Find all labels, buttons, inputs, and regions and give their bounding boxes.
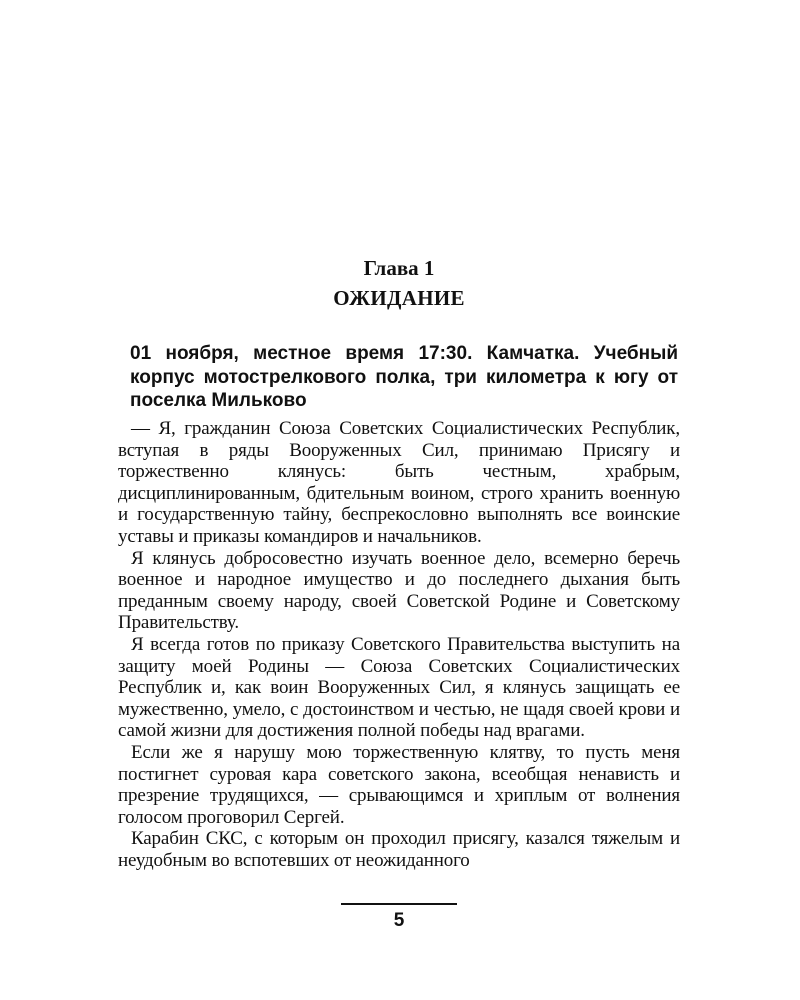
paragraph-oath-4: Если же я нарушу мою торжественную клятву, то пусть меня постигнет суровая кара советского закона, всеобщая ненависть и презрение трудящихся, — срывающимся и хриплым от волнения голосом проговорил Сергей.	[118, 741, 680, 828]
section-heading: 01 ноября, местное время 17:30. Камчатка. Учебный корпус мотострелкового полка, три километра к югу от поселка Мильково	[130, 343, 678, 411]
paragraph-oath-2: Я клянусь добросовестно изучать военное дело, всемерно беречь военное и народное имущество и до последнего дыхания быть преданным своему народу, своей Советской Родине и Советскому Правительству.	[118, 547, 680, 634]
paragraph-oath-1: — Я, гражданин Союза Советских Социалистических Республик, вступая в ряды Вооруженных Сил, принимаю Присягу и торжественно клянусь: быть честным, храбрым, дисциплинированным, бдительным воином, строго хранить военную и государственную тайну, беспрекословно выполнять все воинские уставы и приказы командиров и начальников.	[118, 418, 680, 547]
book-page	[118, 0, 680, 1000]
body-text	[118, 418, 680, 871]
footer-rule	[341, 903, 457, 905]
chapter-title: ОЖИДАНИЕ	[333, 286, 465, 310]
paragraph-carbine: Карабин СКС, с которым он проходил присягу, казался тяжелым и неудобным во вспотевших от неожиданного	[118, 828, 680, 871]
page-number: 5	[393, 910, 405, 931]
paragraph-oath-3: Я всегда готов по приказу Советского Правительства выступить на защиту моей Родины — Союза Советских Социалистических Республик и, как воин Вооруженных Сил, я клянусь защищать ее мужественно, умело, с достоинством и честью, не щадя своей крови и самой жизни для достижения полной победы над врагами.	[118, 633, 680, 742]
chapter-number: Глава 1	[363, 256, 435, 280]
